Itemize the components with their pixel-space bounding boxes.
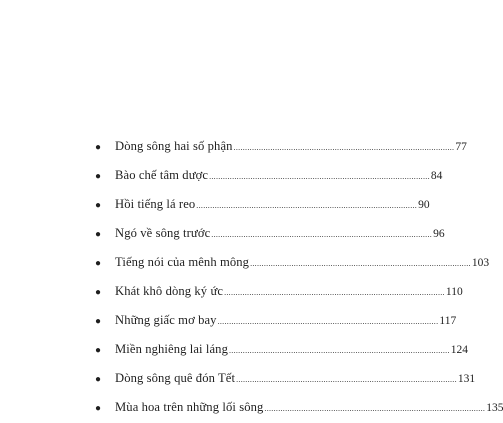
toc-entry-page: 84	[430, 170, 443, 182]
toc-entry	[95, 393, 503, 422]
bullet-icon: ●	[95, 403, 102, 414]
bullet-icon: ●	[95, 345, 102, 356]
dot-leader: ................................................................................................	[224, 288, 445, 297]
toc-entry-page: 90	[418, 199, 430, 211]
toc-entry	[95, 277, 463, 306]
bullet-icon: ●	[95, 287, 102, 298]
bullet-icon: ●	[95, 258, 102, 269]
bullet-icon: ●	[95, 316, 102, 327]
dot-leader: ................................................................................................	[196, 201, 418, 210]
toc-entry-title: Hồi tiếng lá reo	[115, 197, 196, 211]
toc-entry-page: 110	[445, 286, 463, 298]
dot-leader: ................................................................................................	[217, 317, 439, 326]
dot-leader: ................................................................................................	[236, 375, 457, 384]
toc-entry-title: Khát khô dòng ký ức	[115, 284, 224, 298]
toc-entry	[95, 219, 445, 248]
toc-entry-title: Những giấc mơ bay	[115, 313, 217, 327]
toc-entry-title: Mùa hoa trên những lối sông	[115, 400, 264, 414]
dot-leader: ................................................................................................	[264, 404, 486, 413]
toc-entry-page: 131	[457, 373, 476, 385]
toc-entry-page: 124	[450, 344, 469, 356]
toc-entry-page: 77	[455, 141, 467, 153]
bullet-icon: ●	[95, 374, 102, 385]
dot-leader: ................................................................................................	[250, 259, 471, 268]
bullet-icon: ●	[95, 171, 102, 182]
toc-entry	[95, 190, 430, 219]
toc-entry-page: 135	[486, 402, 503, 414]
toc-entry-title: Miền nghiêng lai láng	[115, 342, 228, 356]
toc-entry-page: 103	[471, 257, 490, 269]
toc-entry	[95, 161, 443, 190]
dot-leader: ................................................................................................	[228, 346, 450, 355]
toc-entry-page: 117	[439, 315, 457, 327]
toc-entry	[95, 132, 467, 161]
toc-entry-title: Dòng sông hai số phận	[115, 139, 233, 153]
bullet-icon: ●	[95, 229, 102, 240]
toc-entry	[95, 248, 490, 277]
toc-entry-title: Dòng sông quê đón Tết	[115, 371, 236, 385]
toc-entry-page: 96	[433, 228, 445, 240]
dot-leader: ................................................................................................	[233, 143, 455, 152]
toc-entry	[95, 306, 457, 335]
toc-entry	[95, 335, 469, 364]
bullet-icon: ●	[95, 200, 102, 211]
toc-entry-title: Ngó về sông trước	[115, 226, 211, 240]
toc-entry	[95, 364, 476, 393]
toc-entry-title: Bào chế tâm dược	[115, 168, 209, 182]
table-of-contents	[95, 132, 503, 422]
dot-leader: ................................................................................................	[211, 230, 433, 239]
toc-entry-title: Tiếng nói của mênh mông	[115, 255, 250, 269]
bullet-icon: ●	[95, 142, 102, 153]
dot-leader: ................................................................................................	[209, 172, 430, 181]
